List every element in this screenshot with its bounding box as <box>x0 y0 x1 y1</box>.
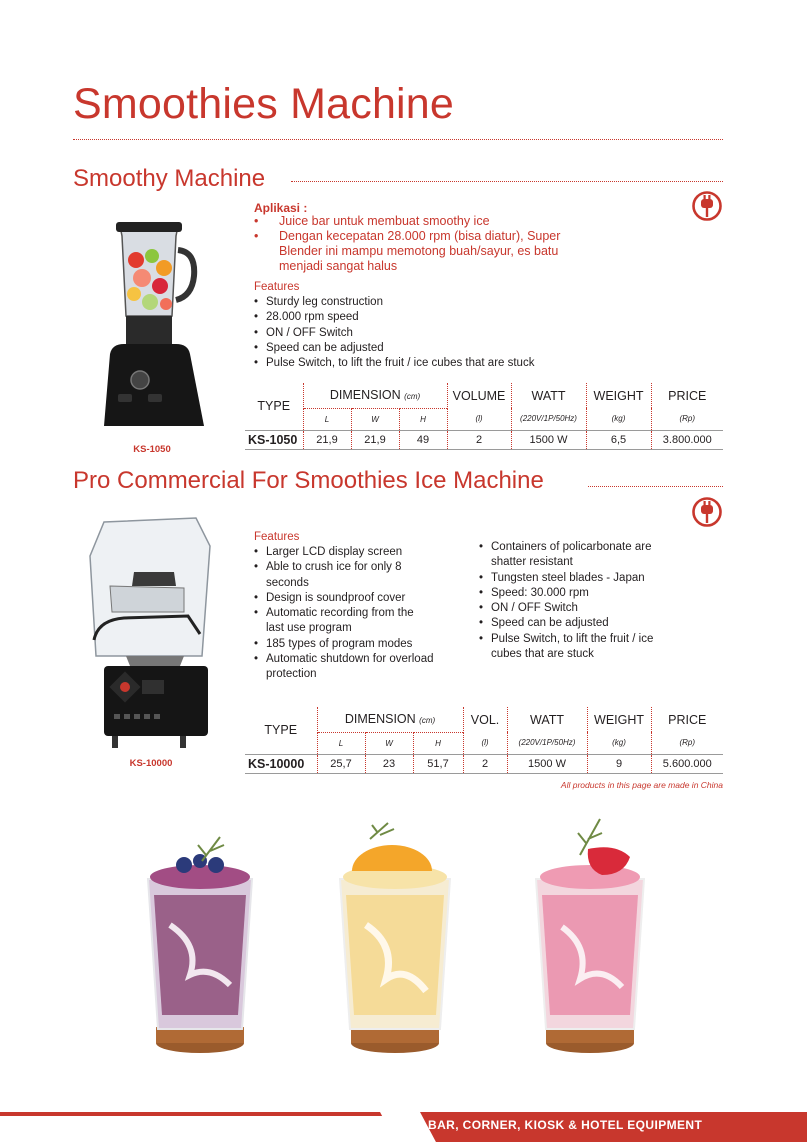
col-header-volume: VOLUME <box>447 383 511 408</box>
col-header-volume: VOL. <box>463 707 507 732</box>
spec-table-ks1050 <box>245 383 723 450</box>
berry-smoothie-cup <box>148 837 252 1053</box>
list-item: • Containers of policarbonate are shatter resistant <box>479 540 679 571</box>
list-item: • Juice bar untuk membuat smoothy ice <box>254 214 574 229</box>
features-list-right <box>479 540 679 662</box>
cell-w: 21,9 <box>351 430 399 449</box>
cell-l: 21,9 <box>303 430 351 449</box>
cell-l: 25,7 <box>317 754 365 773</box>
unit-volume: (l) <box>463 732 507 754</box>
cell-price: 5.600.000 <box>651 754 723 773</box>
section-title-pro-commercial: Pro Commercial For Smoothies Ice Machine <box>73 467 544 494</box>
section2-divider <box>588 486 723 487</box>
col-header-type: TYPE <box>257 399 291 414</box>
list-item: • Tungsten steel blades - Japan <box>479 571 679 586</box>
table-row <box>245 754 723 773</box>
list-item: • Speed: 30.000 rpm <box>479 586 679 601</box>
list-item: • Design is soundproof cover <box>254 591 434 606</box>
features-list-left <box>254 545 434 683</box>
model-caption-ks10000: KS-10000 <box>129 758 173 769</box>
spec-table-ks10000 <box>245 707 723 774</box>
list-item: • Automatic recording from the last use program <box>254 606 434 637</box>
unit-price: (Rp) <box>651 408 723 430</box>
col-header-weight: WEIGHT <box>586 383 651 408</box>
list-item: • 28.000 rpm speed <box>254 310 574 325</box>
list-item: • ON / OFF Switch <box>479 601 679 616</box>
col-header-price: PRICE <box>651 383 723 408</box>
blender-ks1050-image <box>92 220 212 430</box>
section1-divider <box>291 181 723 182</box>
features-label-2: Features <box>254 531 300 543</box>
sub-header-h: H <box>413 732 463 754</box>
aplikasi-list <box>254 214 574 274</box>
cell-price: 3.800.000 <box>651 430 723 449</box>
cell-w: 23 <box>365 754 413 773</box>
table-row <box>245 430 723 449</box>
footer-left-blank <box>0 1116 395 1142</box>
list-item: • ON / OFF Switch <box>254 326 574 341</box>
section-title-smoothy-machine: Smoothy Machine <box>73 165 266 192</box>
unit-volume: (l) <box>447 408 511 430</box>
col-header-dimension: DIMENSION (cm) <box>317 707 463 732</box>
blender-ks10000-image <box>84 516 220 750</box>
col-header-watt: WATT <box>507 707 587 732</box>
page-title: Smoothies Machine <box>73 80 455 128</box>
made-in-china-note: All products in this page are made in China <box>560 780 723 790</box>
cell-weight: 9 <box>587 754 651 773</box>
sub-header-w: W <box>365 732 413 754</box>
features-label-1: Features <box>254 281 300 293</box>
power-plug-icon <box>691 190 723 222</box>
power-plug-icon <box>691 496 723 528</box>
model-caption-ks1050: KS-1050 <box>133 444 171 455</box>
list-item: • Speed can be adjusted <box>479 616 679 631</box>
col-header-price: PRICE <box>651 707 723 732</box>
footer-tagline: BAR, CORNER, KIOSK & HOTEL EQUIPMENT <box>428 1118 703 1132</box>
unit-weight: (kg) <box>587 732 651 754</box>
sub-header-h: H <box>399 408 447 430</box>
list-item: • 185 types of program modes <box>254 637 434 652</box>
col-header-weight: WEIGHT <box>587 707 651 732</box>
strawberry-smoothie-cup <box>536 819 644 1053</box>
unit-weight: (kg) <box>586 408 651 430</box>
sub-header-l: L <box>303 408 351 430</box>
list-item: • Speed can be adjusted <box>254 341 574 356</box>
col-header-watt: WATT <box>511 383 586 408</box>
list-item: • Able to crush ice for only 8 seconds <box>254 560 434 591</box>
features-list-1 <box>254 295 574 371</box>
list-item: • Automatic shutdown for overload protection <box>254 652 434 683</box>
list-item: • Sturdy leg construction <box>254 295 574 310</box>
cell-watt: 1500 W <box>511 430 586 449</box>
cell-h: 49 <box>399 430 447 449</box>
cell-h: 51,7 <box>413 754 463 773</box>
cell-volume: 2 <box>463 754 507 773</box>
title-divider <box>73 139 723 140</box>
list-item: • Pulse Switch, to lift the fruit / ice cubes that are stuck <box>479 632 679 663</box>
cell-weight: 6,5 <box>586 430 651 449</box>
cell-watt: 1500 W <box>507 754 587 773</box>
mango-smoothie-cup <box>340 823 450 1053</box>
col-header-dimension: DIMENSION (cm) <box>303 383 447 408</box>
list-item: • Dengan kecepatan 28.000 rpm (bisa diatur), Super Blender ini mampu memotong buah/sayur, es batu menjadi sangat halus <box>254 229 574 274</box>
list-item: • Larger LCD display screen <box>254 545 434 560</box>
cell-volume: 2 <box>447 430 511 449</box>
unit-watt: (220V/1P/50Hz) <box>507 732 587 754</box>
list-item: • Pulse Switch, to lift the fruit / ice cubes that are stuck <box>254 356 574 371</box>
cell-model: KS-1050 <box>245 430 303 449</box>
aplikasi-label: Aplikasi : <box>254 201 308 215</box>
sub-header-l: L <box>317 732 365 754</box>
smoothie-cups-photo <box>140 815 740 1065</box>
sub-header-w: W <box>351 408 399 430</box>
cell-model: KS-10000 <box>245 754 317 773</box>
unit-price: (Rp) <box>651 732 723 754</box>
unit-watt: (220V/1P/50Hz) <box>511 408 586 430</box>
col-header-type: TYPE <box>264 723 298 738</box>
